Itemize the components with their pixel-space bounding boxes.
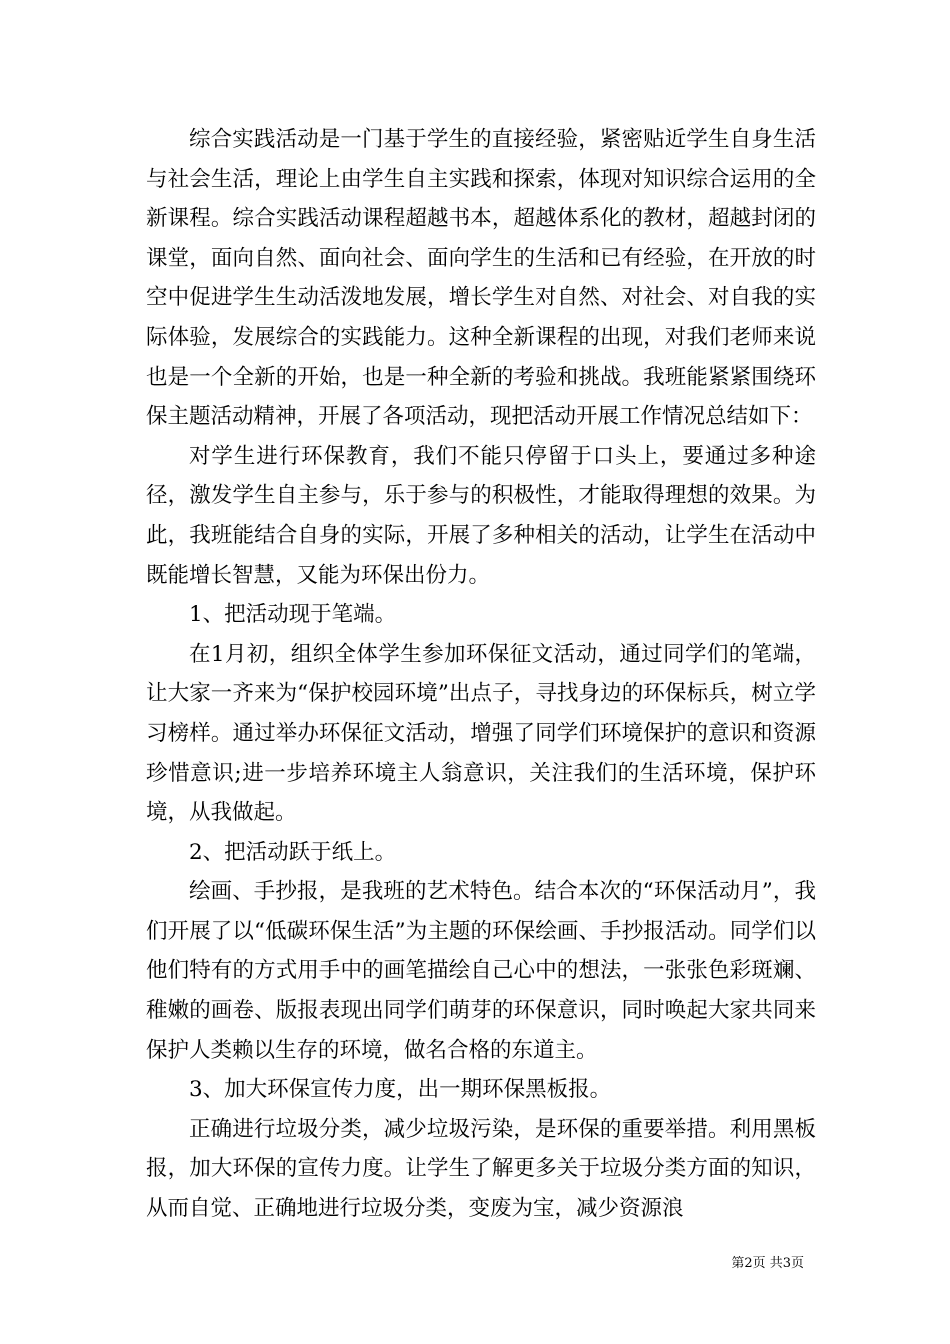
paragraph-painting-activity: 绘画、手抄报，是我班的艺术特色。结合本次的“环保活动月”，我们开展了以“低碳环保生活”为主题的环保绘画、手抄报活动。同学们以他们特有的方式用手中的画笔描绘自己心中的想法，一张张色彩斑斓、稚嫩的画卷、版报表现出同学们萌芽的环保意识，同时唤起大家共同来保护人类赖以生存的环境，做名合格的东道主。 [146, 879, 816, 1063]
page-number: 第2页 共3页 [731, 1256, 804, 1271]
section-heading-3: 3、加大环保宣传力度，出一期环保黑板报。 [189, 1077, 612, 1103]
paragraph-intro: 综合实践活动是一门基于学生的直接经验，紧密贴近学生自身生活与社会生活，理论上由学生自主实践和探索，体现对知识综合运用的全新课程。综合实践活动课程超越书本，超越体系化的教材，超越封闭的课堂，面向自然、面向社会、面向学生的生活和已有经验，在开放的时空中促进学生生动活泼地发展，增长学生对自然、对社会、对自我的实际体验，发展综合的实践能力。这种全新课程的出现，对我们老师来说也是一个全新的开始，也是一种全新的考验和挑战。我班能紧紧围绕环保主题活动精神，开展了各项活动，现把活动开展工作情况总结如下： [146, 127, 816, 430]
paragraph-education: 对学生进行环保教育，我们不能只停留于口头上，要通过多种途径，激发学生自主参与，乐于参与的积极性，才能取得理想的效果。为此，我班能结合自身的实际，开展了多种相关的活动，让学生在活动中既能增长智慧，又能为环保出份力。 [146, 443, 816, 588]
document-body [146, 120, 816, 1229]
paragraph-essay-activity: 在1月初，组织全体学生参加环保征文活动，通过同学们的笔端，让大家一齐来为“保护校园环境”出点子，寻找身边的环保标兵，树立学习榜样。通过举办环保征文活动，增强了同学们环境保护的意识和资源珍惜意识;进一步培养环境主人翁意识，关注我们的生活环境，保护环境，从我做起。 [146, 641, 816, 826]
section-heading-1: 1、把活动现于笔端。 [189, 602, 397, 628]
paragraph-blackboard-activity: 正确进行垃圾分类，减少垃圾污染，是环保的重要举措。利用黑板报，加大环保的宣传力度。让学生了解更多关于垃圾分类方面的知识，从而自觉、正确地进行垃圾分类，变废为宝，减少资源浪 [146, 1116, 816, 1222]
section-heading-2: 2、把活动跃于纸上。 [189, 839, 397, 865]
